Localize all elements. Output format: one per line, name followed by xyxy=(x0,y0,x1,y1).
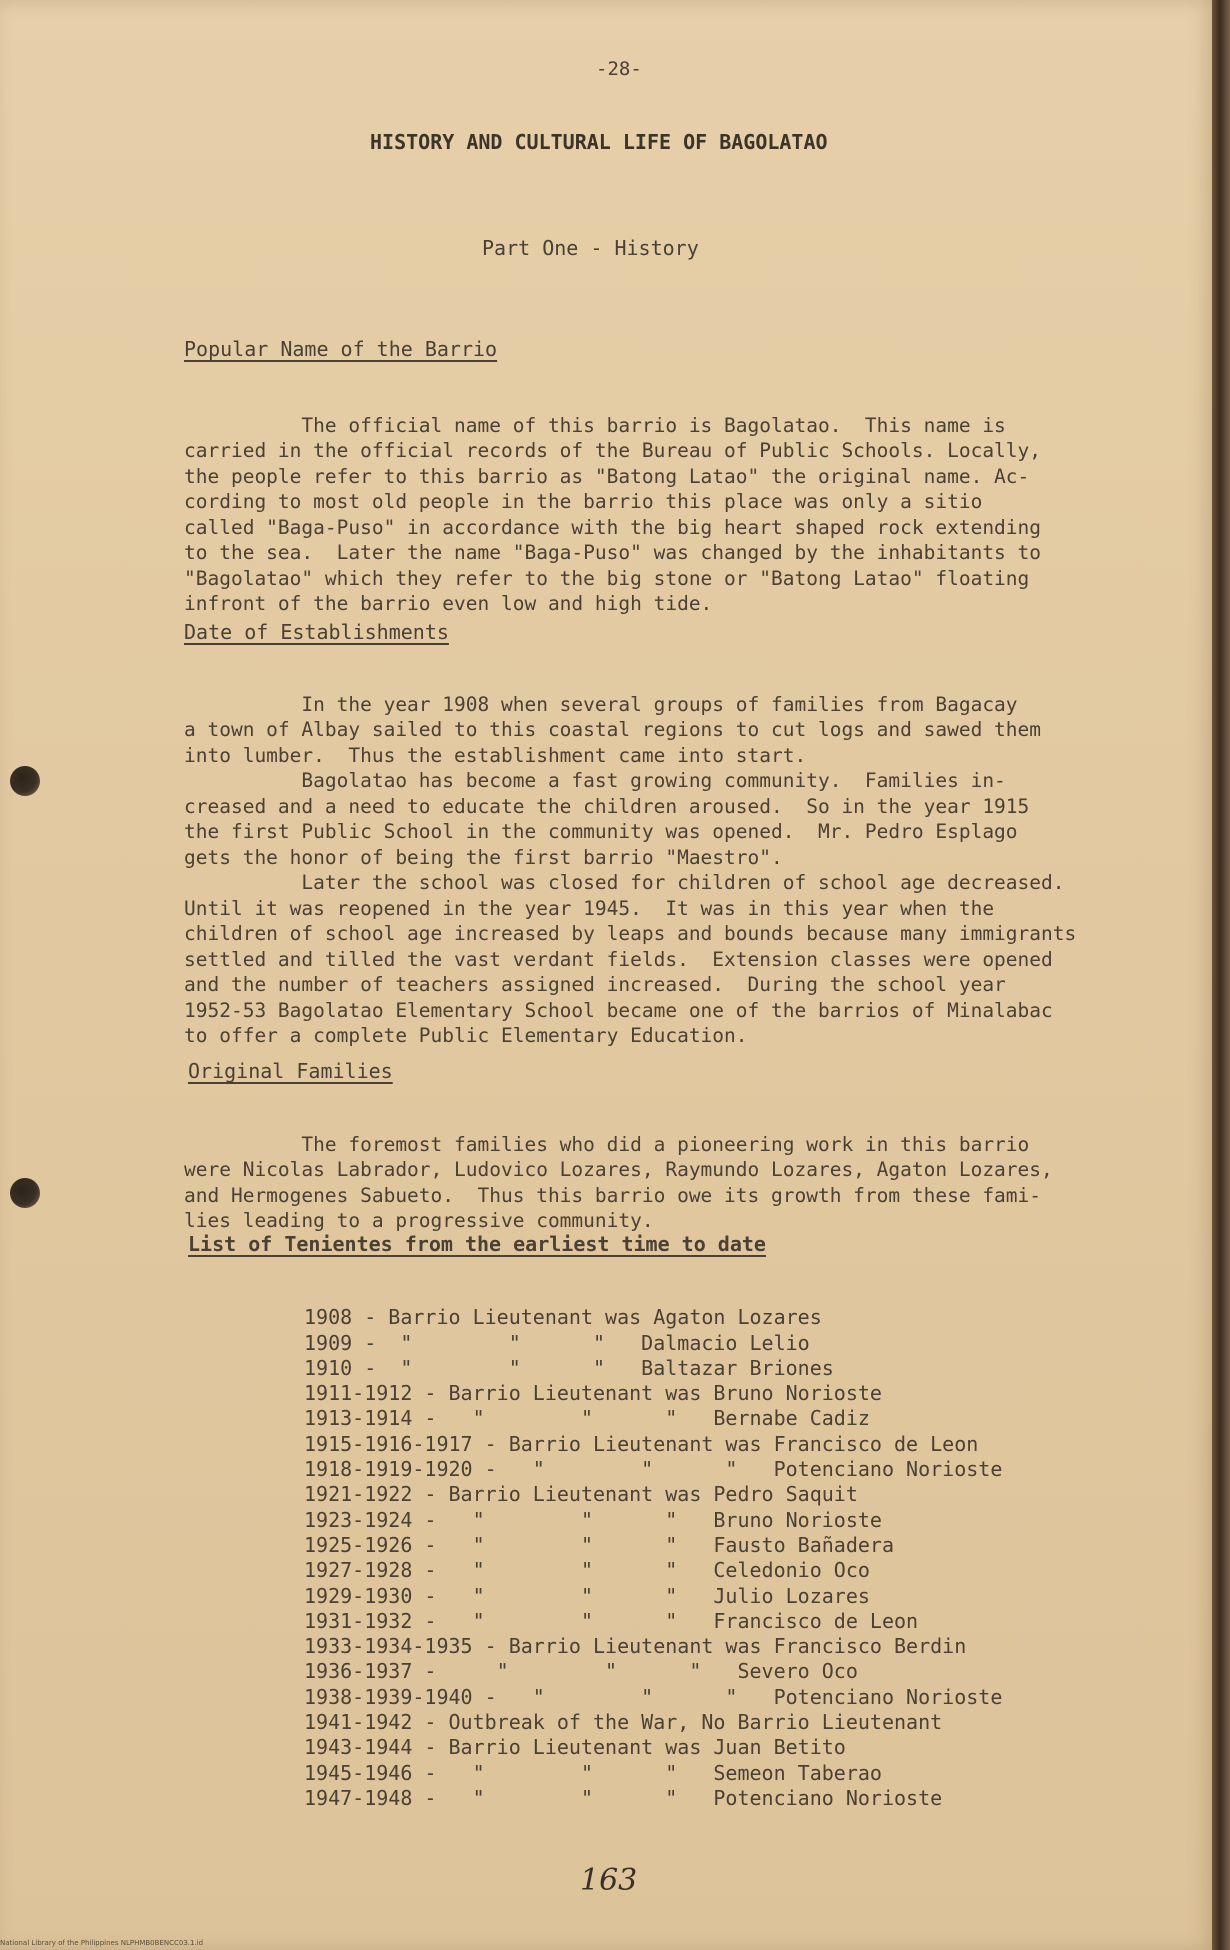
list-item: 1909 - " " " Dalmacio Lelio xyxy=(304,1330,810,1355)
list-item: 1945-1946 - " " " Semeon Taberao xyxy=(304,1760,882,1785)
document-title: HISTORY AND CULTURAL LIFE OF BAGOLATAO xyxy=(370,130,828,154)
list-item: 1933-1934-1935 - Barrio Lieutenant was Francisco Berdin xyxy=(304,1634,967,1659)
list-item: 1929-1930 - " " " Julio Lozares xyxy=(304,1583,870,1608)
list-item: 1918-1919-1920 - " " " Potenciano Norioste xyxy=(304,1457,1003,1482)
list-item: 1943-1944 - Barrio Lieutenant was Juan Betito xyxy=(304,1735,846,1760)
list-item: 1936-1937 - " " " Severo Oco xyxy=(304,1659,858,1684)
list-item: 1931-1932 - " " " Francisco de Leon xyxy=(304,1608,919,1633)
list-item: 1941-1942 - Outbreak of the War, No Barrio Lieutenant xyxy=(304,1710,943,1735)
list-item: 1910 - " " " Baltazar Briones xyxy=(304,1355,834,1380)
section-heading-establishment: Date of Establishments xyxy=(184,620,449,644)
section-heading-tenientes: List of Tenientes from the earliest time to date xyxy=(188,1232,766,1256)
list-item: 1947-1948 - " " " Potenciano Norioste xyxy=(304,1785,943,1810)
tenientes-list xyxy=(304,1280,1002,1837)
list-item: 1915-1916-1917 - Barrio Lieutenant was Francisco de Leon xyxy=(304,1431,979,1456)
handwritten-page-number: 163 xyxy=(580,1863,638,1898)
section-body-families: The foremost families who did a pioneering work in this barrio were Nicolas Labrador, Ludovico Lozares, Raymundo Lozares, Agaton Lozares, and Hermogenes Sabueto. Thus this barrio owe its growth from these fami- lies leading to a progressive community. xyxy=(184,1132,1053,1232)
list-item: 1927-1928 - " " " Celedonio Oco xyxy=(304,1558,870,1583)
section-body-establishment: In the year 1908 when several groups of families from Bagacay a town of Albay sailed to this coastal regions to cut logs and sawed them into lumber. Thus the establishment came into start. Bagolatao has become a fast growing community. Families in- creased and a need to educate the children aroused. So in the year 1915 the first Public School in the community was opened. Mr. Pedro Esplago gets the honor of being the first barrio "Maestro". Later the school was closed for children of school age decreased. Until it was reopened in the year 1945. It was in this year when the children of school age increased by leaps and bounds because many immigrants settled and tilled the vast verdant fields. Extension classes were opened and the number of teachers assigned increased. During the school year 1952-53 Bagolatao Elementary School became one of the barrios of Minalabac to offer a complete Public Elementary Education. xyxy=(184,692,1077,1047)
list-item: 1921-1922 - Barrio Lieutenant was Pedro Saquit xyxy=(304,1482,858,1507)
list-item: 1925-1926 - " " " Fausto Bañadera xyxy=(304,1532,895,1557)
page-number: -28- xyxy=(596,58,642,80)
punch-hole-bottom xyxy=(10,1178,40,1208)
section-body-popular-name: The official name of this barrio is Bagolatao. This name is carried in the official records of the Bureau of Public Schools. Locally, the people refer to this barrio as "Batong Latao" the original name. Ac- cording to most old people in the barrio this place was only a sitio called "Baga-Puso" in accordance with the big heart shaped rock extending to the sea. Later the name "Baga-Puso" was changed by the inhabitants to "Bagolatao" which they refer to the big stone or "Batong Latao" floating infront of the barrio even low and high tide. xyxy=(184,413,1042,615)
archive-footer: National Library of the Philippines NLPHMB0BENCC03.1.id xyxy=(0,1939,204,1947)
list-item: 1923-1924 - " " " Bruno Norioste xyxy=(304,1507,882,1532)
section-heading-families: Original Families xyxy=(188,1059,393,1083)
punch-hole-top xyxy=(10,766,40,796)
part-heading: Part One - History xyxy=(482,236,699,260)
list-item: 1938-1939-1940 - " " " Potenciano Norioste xyxy=(304,1684,1003,1709)
binding-edge xyxy=(1212,0,1230,1950)
list-item: 1913-1914 - " " " Bernabe Cadiz xyxy=(304,1406,870,1431)
list-item: 1908 - Barrio Lieutenant was Agaton Lozares xyxy=(304,1305,822,1330)
section-heading-popular-name: Popular Name of the Barrio xyxy=(184,337,498,361)
list-item: 1911-1912 - Barrio Lieutenant was Bruno Norioste xyxy=(304,1381,882,1406)
